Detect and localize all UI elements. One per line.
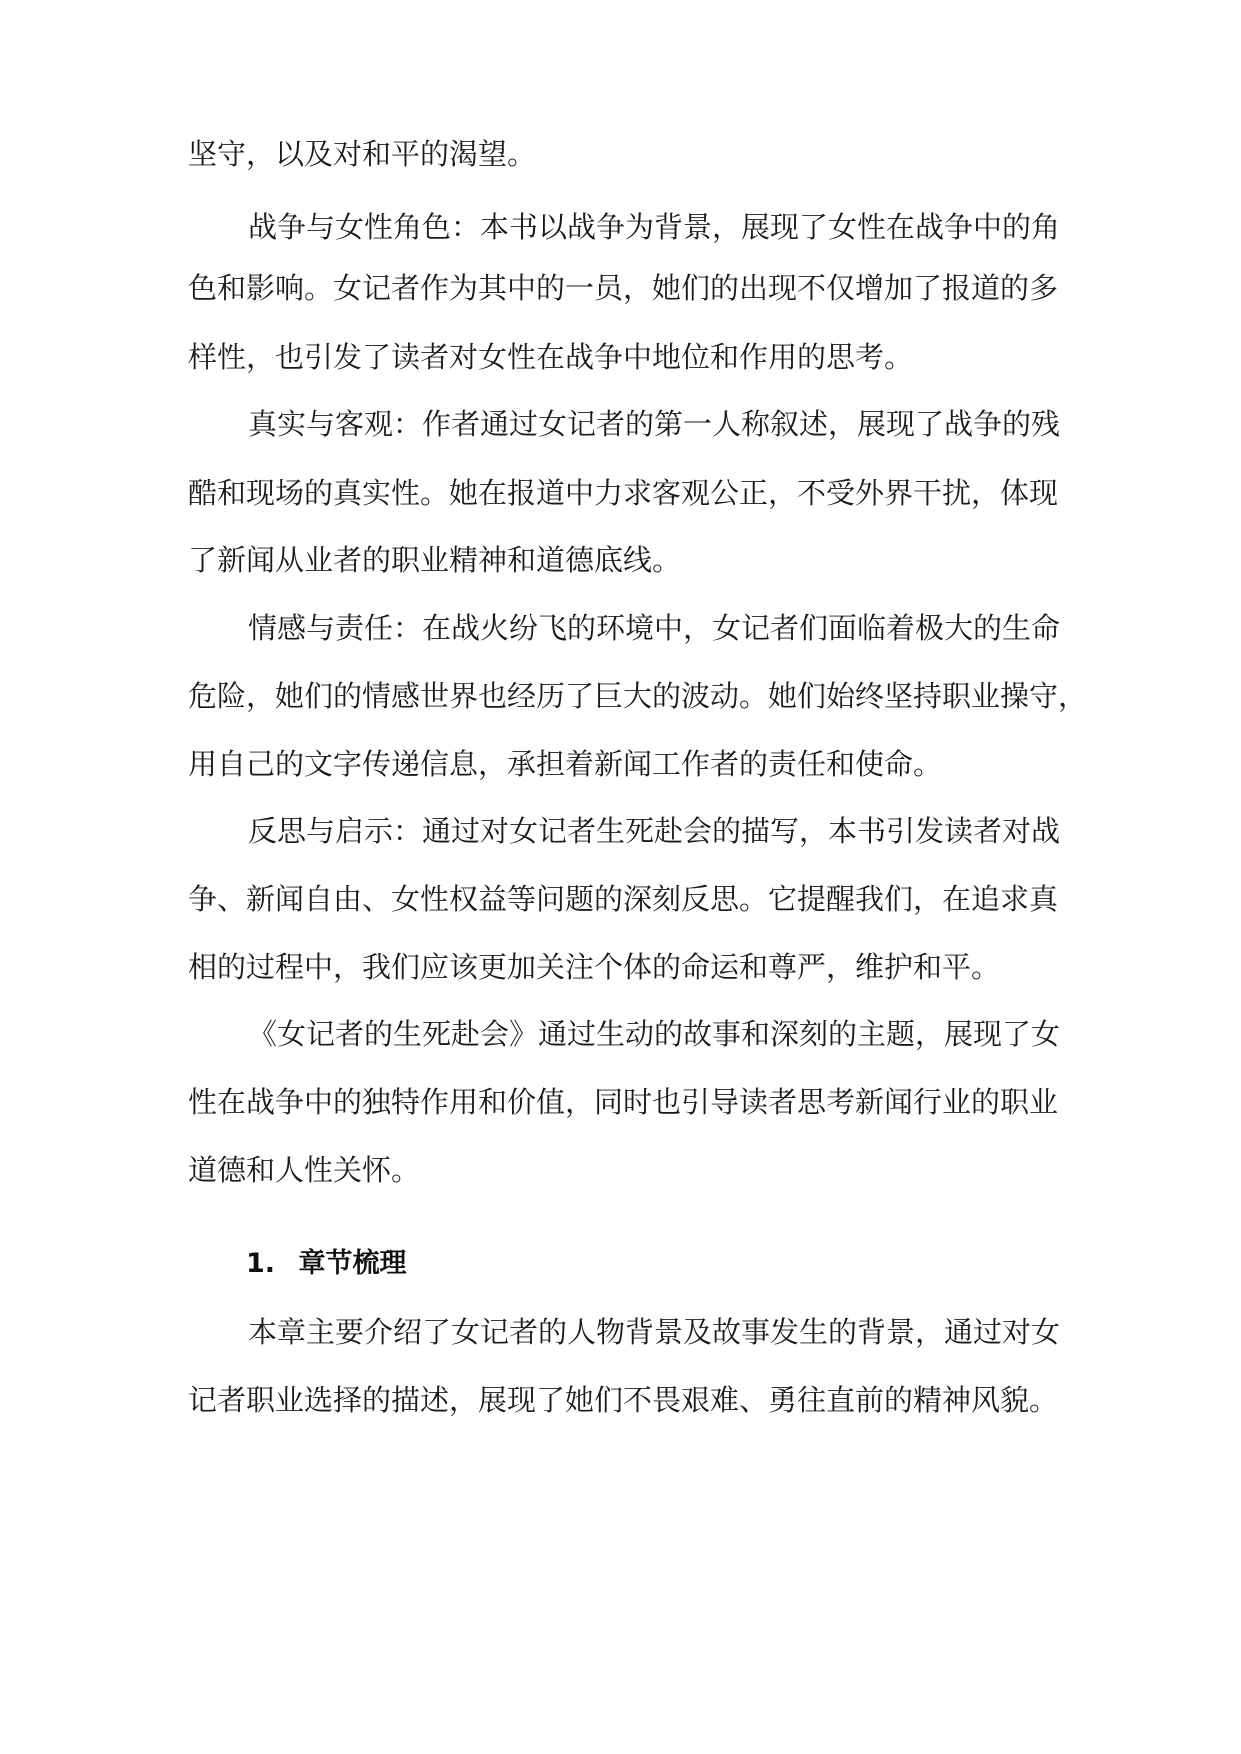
paragraph-line: 酷和现场的真实性。她在报道中力求客观公正，不受外界干扰，体现 — [188, 476, 1059, 510]
paragraph-line: 性在战争中的独特作用和价值，同时也引导读者思考新闻行业的职业 — [188, 1085, 1059, 1119]
paragraph-line: 《女记者的生死赴会》通过生动的故事和深刻的主题，展现了女 — [248, 1017, 1061, 1051]
paragraph-line: 道德和人性关怀。 — [188, 1153, 421, 1187]
paragraph-line: 真实与客观：作者通过女记者的第一人称叙述，展现了战争的残 — [248, 407, 1061, 441]
section-title: 章节梳理 — [298, 1248, 407, 1279]
paragraph-line: 了新闻从业者的职业精神和道德底线。 — [188, 543, 682, 577]
section-number: 1. — [246, 1248, 276, 1279]
paragraph-line: 色和影响。女记者作为其中的一员，她们的出现不仅增加了报道的多 — [188, 271, 1059, 305]
paragraph-line: 危险，她们的情感世界也经历了巨大的波动。她们始终坚持职业操守， — [188, 679, 1088, 713]
paragraph-line: 用自己的文字传递信息，承担着新闻工作者的责任和使命。 — [188, 747, 943, 781]
paragraph-line: 样性，也引发了读者对女性在战争中地位和作用的思考。 — [188, 340, 914, 374]
paragraph-line: 相的过程中，我们应该更加关注个体的命运和尊严，维护和平。 — [188, 950, 1001, 984]
section-heading — [246, 1244, 406, 1284]
paragraph-line: 坚守，以及对和平的渴望。 — [188, 137, 537, 171]
paragraph-line: 本章主要介绍了女记者的人物背景及故事发生的背景，通过对女 — [248, 1315, 1061, 1349]
paragraph-line: 战争与女性角色：本书以战争为背景，展现了女性在战争中的角 — [248, 210, 1061, 244]
paragraph-line: 记者职业选择的描述，展现了她们不畏艰难、勇往直前的精神风貌。 — [188, 1383, 1059, 1417]
paragraph-line: 反思与启示：通过对女记者生死赴会的描写，本书引发读者对战 — [248, 814, 1061, 848]
paragraph-line: 争、新闻自由、女性权益等问题的深刻反思。它提醒我们，在追求真 — [188, 882, 1059, 916]
paragraph-line: 情感与责任：在战火纷飞的环境中，女记者们面临着极大的生命 — [248, 611, 1061, 645]
